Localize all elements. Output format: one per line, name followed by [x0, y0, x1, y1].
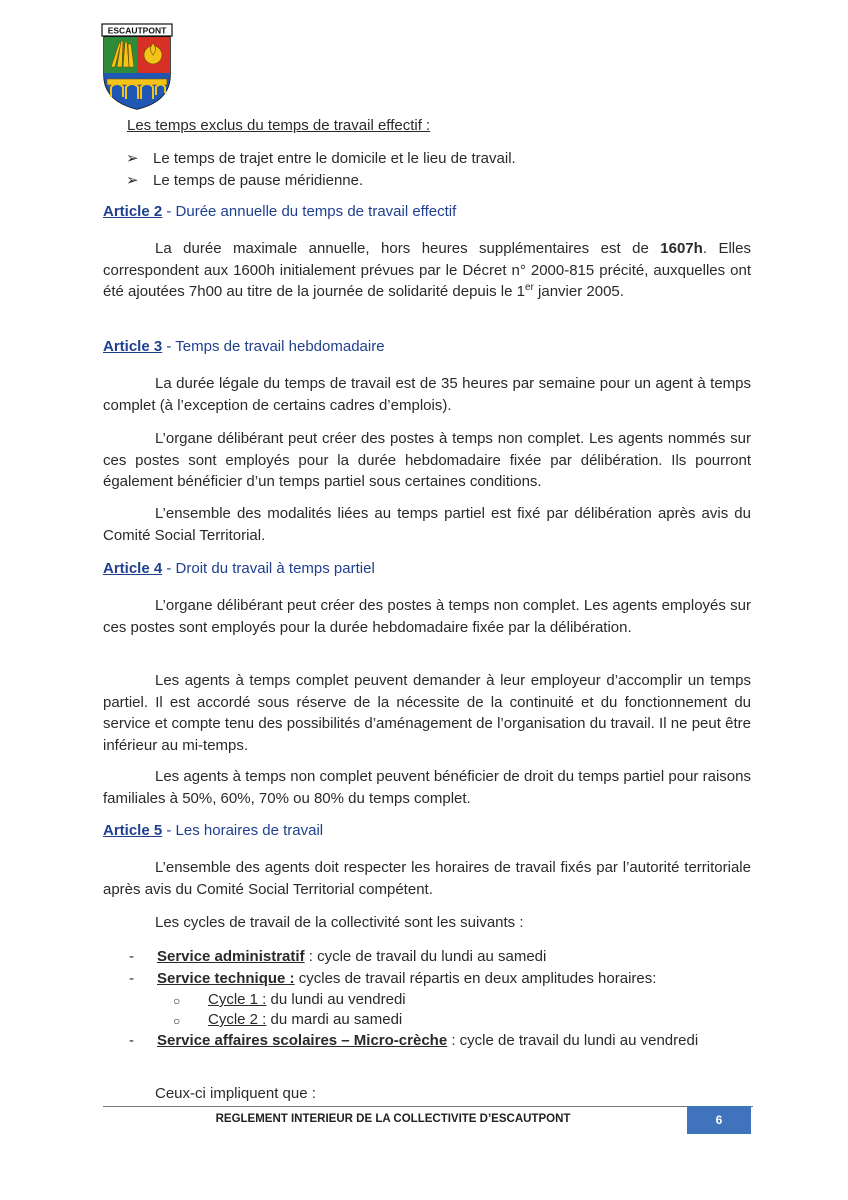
article-3-paragraph-2: L’organe délibérant peut créer des postes à temps non complet. Les agents nommés sur ces postes sont employés pour la durée hebdomadaire fixée par délibération. Ils pourront également bénéficier d’un temps partiel sous certaines conditions. [103, 430, 751, 490]
cycle-desc: du lundi au vendredi [266, 991, 406, 1008]
dash-bullet: - [129, 970, 134, 987]
article-4-paragraph-1: L’organe délibérant peut créer des postes à temps non complet. Les agents employés sur ces postes sont employés pour la durée hebdomadaire fixée par la délibération. [103, 597, 751, 636]
dash-bullet: - [129, 1032, 134, 1049]
article-title: - Les horaires de travail [162, 822, 324, 839]
service-desc: cycles de travail répartis en deux amplitudes horaires: [294, 970, 657, 987]
article-3-paragraph-1: La durée légale du temps de travail est de 35 heures par semaine pour un agent à temps complet (à l’exception de certains cadres d’emplois). [103, 375, 751, 414]
list-item [173, 1010, 403, 1030]
total-hours-value: 1607h [660, 240, 703, 257]
article-5-paragraph-2: Les cycles de travail de la collectivité sont les suivants : [155, 914, 524, 931]
service-name: Service technique : [157, 970, 295, 987]
footer-divider [103, 1106, 753, 1107]
list-item [173, 990, 406, 1010]
arrow-bullet-icon: ➢ [126, 172, 139, 189]
article-number: Article 5 [103, 822, 163, 839]
list-item [126, 148, 516, 169]
article-4-paragraph-2: Les agents à temps complet peuvent demander à leur employeur d’accomplir un temps partiel. Il est accordé sous réserve de la nécessite de la continuité et du fonctionnement du service et compte tenu des possibilités d’aménagement de l’organisation du travail. Il ne peut être inférieur au mi-temps. [103, 672, 751, 754]
circle-bullet-icon: ○ [173, 1014, 181, 1028]
footer-title: REGLEMENT INTERIEUR DE LA COLLECTIVITE D’ESCAUTPONT [215, 1113, 571, 1125]
service-name: Service administratif [157, 948, 305, 965]
page-number: 6 [687, 1106, 751, 1134]
article-title: - Droit du travail à temps partiel [162, 560, 375, 577]
service-name: Service affaires scolaires – Micro-crèche [157, 1032, 448, 1049]
dash-bullet: - [129, 948, 134, 965]
article-3-paragraph-3: L’ensemble des modalités liées au temps partiel est fixé par délibération après avis du Comité Social Territorial. [103, 505, 751, 544]
crest-banner-text: ESCAUTPONT [107, 25, 167, 36]
excluded-times-heading: Les temps exclus du temps de travail effectif : [127, 117, 431, 134]
list-item [126, 170, 363, 191]
article-5-paragraph-1: L’ensemble des agents doit respecter les horaires de travail fixés par l’autorité territoriale après avis du Comité Social Territorial compétent. [103, 859, 751, 898]
article-2-paragraph: La durée maximale annuelle, hors heures supplémentaires est de 1607h. Elles correspondent aux 1600h initialement prévues par le Décret n° 2000-815 précité, auxquelles ont été ajoutées 7h00 au titre de la journée de solidarité depuis le 1er janvier 2005. [103, 240, 751, 300]
list-item [129, 968, 657, 989]
article-3-heading [103, 338, 385, 355]
article-number: Article 3 [103, 338, 163, 355]
article-number: Article 2 [103, 203, 163, 220]
list-item-text: Le temps de pause méridienne. [153, 172, 364, 189]
circle-bullet-icon: ○ [173, 994, 181, 1008]
cycle-desc: du mardi au samedi [266, 1011, 403, 1028]
list-item-text: Le temps de trajet entre le domicile et le lieu de travail. [153, 150, 516, 167]
article-number: Article 4 [103, 560, 163, 577]
article-title: - Durée annuelle du temps de travail effectif [166, 203, 457, 220]
service-desc: : cycle de travail du lundi au samedi [304, 948, 547, 965]
list-item [129, 1030, 699, 1051]
article-5-heading [103, 822, 323, 839]
article-2-heading [103, 203, 456, 220]
article-title: - Temps de travail hebdomadaire [162, 338, 385, 355]
list-item [129, 946, 547, 967]
article-4-paragraph-3: Les agents à temps non complet peuvent bénéficier de droit du temps partiel pour raisons familiales à 50%, 60%, 70% ou 80% du temps complet. [103, 768, 751, 807]
cycle-label: Cycle 2 : [208, 1011, 267, 1028]
service-desc: : cycle de travail du lundi au vendredi [447, 1032, 699, 1049]
cycle-label: Cycle 1 : [208, 991, 267, 1008]
arrow-bullet-icon: ➢ [126, 150, 139, 167]
article-4-heading [103, 560, 375, 577]
escautpont-crest-logo [101, 23, 173, 111]
article-5-paragraph-3: Ceux-ci impliquent que : [155, 1085, 316, 1102]
